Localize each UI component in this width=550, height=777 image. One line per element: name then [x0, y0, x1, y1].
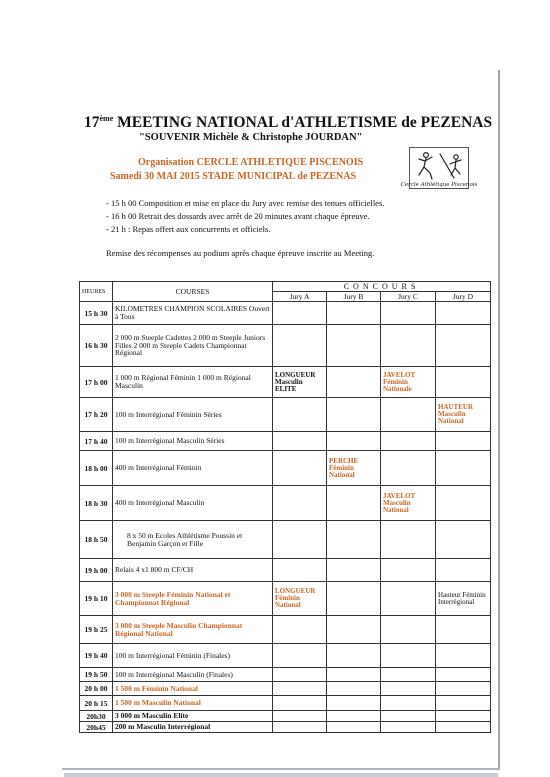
- meeting-title: 17ème MEETING NATIONAL d'ATHLETISME de PEZENAS: [84, 114, 493, 132]
- time-cell: 20h45: [80, 722, 113, 733]
- time-cell: 18 h 00: [80, 451, 113, 486]
- time-cell: 19 h 40: [80, 644, 113, 668]
- time-cell: 18 h 50: [80, 521, 113, 559]
- jury-c-event: JAVELOT Masculin National: [381, 486, 436, 521]
- race-cell: 3 000 m Masculin Elite: [113, 711, 273, 722]
- date-place-line: Samedi 30 MAI 2015 STADE MUNICIPAL de PEZENAS: [110, 171, 357, 182]
- schedule-row: [80, 325, 491, 367]
- schedule-row: [80, 722, 491, 733]
- schedule-row: [80, 559, 491, 582]
- schedule-table: [79, 281, 491, 733]
- header-concours: CONCOURS: [273, 282, 491, 292]
- time-cell: 16 h 30: [80, 325, 113, 367]
- header-jury-a: Jury A: [273, 292, 327, 302]
- header-jury-d: Jury D: [436, 292, 491, 302]
- schedule-row: [80, 451, 491, 486]
- schedule-row: [80, 711, 491, 722]
- race-cell: 8 x 50 m Ecoles Athlétisme Poussin et Benjamin Garçon et Fille: [113, 521, 273, 559]
- schedule-row: [80, 682, 491, 696]
- meeting-subtitle: "SOUVENIR Michèle & Christophe JOURDAN": [139, 132, 363, 143]
- window-bottom-edge: [64, 773, 498, 777]
- race-cell: 100 m Interrégional Masculin (Finales): [113, 668, 273, 682]
- race-cell: 1 000 m Régional Féminin 1 000 m Régional Masculin: [113, 367, 273, 398]
- schedule-row: [80, 644, 491, 668]
- time-cell: 20h30: [80, 711, 113, 722]
- schedule-row: [80, 432, 491, 451]
- time-cell: 19 h 50: [80, 668, 113, 682]
- race-cell: 200 m Masculin Interrégional: [113, 722, 273, 733]
- schedule-row: [80, 367, 491, 398]
- time-cell: 17 h 00: [80, 367, 113, 398]
- schedule-row: [80, 582, 491, 616]
- time-cell: 17 h 40: [80, 432, 113, 451]
- jury-a-event: LONGUEUR Masculin ELITE: [273, 367, 327, 398]
- time-cell: 20 h 00: [80, 682, 113, 696]
- note-line: - 15 h 00 Composition et mise en place du Jury avec remise des tenues officielles.: [106, 198, 385, 208]
- schedule-row: [80, 398, 491, 432]
- race-cell: 1 500 m Masculin National: [113, 696, 273, 711]
- schedule-row: [80, 486, 491, 521]
- club-logo: [400, 147, 478, 189]
- race-cell: 1 500 m Féminin National: [113, 682, 273, 696]
- race-cell: 100 m Interrégional Féminin Séries: [113, 398, 273, 432]
- race-cell: 100 m Interrégional Masculin Séries: [113, 432, 273, 451]
- race-cell: 3 000 m Steeple Masculin Championnat Régional National: [113, 616, 273, 644]
- schedule-row: [80, 616, 491, 644]
- jury-d-event: Hauteur Féminin Interrégional: [436, 582, 491, 616]
- note-line: - 16 h 00 Retrait des dossards avec arrêt de 20 minutes avant chaque épreuve.: [106, 211, 370, 221]
- jury-a-event: LONGUEUR Féminin National: [273, 582, 327, 616]
- schedule-row: [80, 668, 491, 682]
- race-cell: 400 m Interrégional Féminin: [113, 451, 273, 486]
- race-cell: Relais 4 x1 800 m CF/CH: [113, 559, 273, 582]
- jury-b-event: PERCHE Féminin National: [327, 451, 381, 486]
- race-cell: 100 m Interrégional Féminin (Finales): [113, 644, 273, 668]
- time-cell: 19 h 00: [80, 559, 113, 582]
- time-cell: 17 h 20: [80, 398, 113, 432]
- svg-text:Cercle Athlétique Piscenois: Cercle Athlétique Piscenois: [400, 182, 478, 188]
- time-cell: 19 h 25: [80, 616, 113, 644]
- header-jury-c: Jury C: [381, 292, 436, 302]
- awards-note: Remise des récompenses au podium après chaque épreuve inscrite au Meeting.: [106, 248, 375, 258]
- race-cell: 400 m Interrégional Masculin: [113, 486, 273, 521]
- header-heures: HEURES: [80, 282, 113, 302]
- race-cell: 2 000 m Steeple Cadettes 2 000 m Steeple Juniors Filles 2 000 m Steeple Cadets Championnat Régional: [113, 325, 273, 367]
- race-cell: 3 000 m Steeple Féminin National et Championnat Régional: [113, 582, 273, 616]
- time-cell: 19 h 10: [80, 582, 113, 616]
- page-edge-bottom: [62, 768, 500, 770]
- organisation-line: Organisation CERCLE ATHLETIQUE PISCENOIS: [138, 157, 364, 168]
- header-courses: COURSES: [113, 282, 273, 302]
- page-edge-right: [498, 70, 500, 770]
- time-cell: 15 h 30: [80, 302, 113, 325]
- header-jury-b: Jury B: [327, 292, 381, 302]
- time-cell: 20 h 15: [80, 696, 113, 711]
- schedule-row: [80, 302, 491, 325]
- schedule-row: [80, 696, 491, 711]
- schedule-row: [80, 521, 491, 559]
- jury-d-event: HAUTEUR Masculin National: [436, 398, 491, 432]
- note-line: - 21 h : Repas offert aux concurrents et officiels.: [106, 224, 271, 234]
- jury-c-event: JAVELOT Féminin Nationale: [381, 367, 436, 398]
- race-cell: KILOMETRES CHAMPION SCOLAIRES Ouvert à Tous: [113, 302, 273, 325]
- time-cell: 18 h 30: [80, 486, 113, 521]
